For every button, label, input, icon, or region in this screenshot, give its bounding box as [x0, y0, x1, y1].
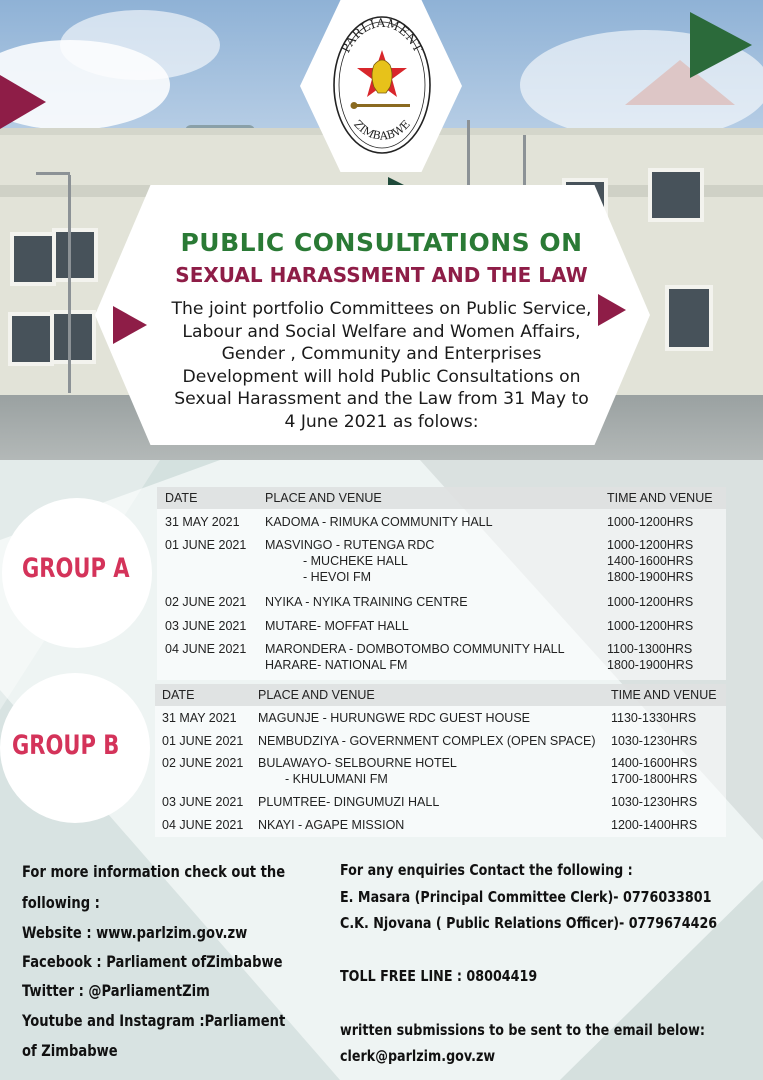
header-time: TIME AND VENUE — [611, 688, 717, 702]
bird-icon — [372, 60, 392, 93]
mace-head-icon — [351, 102, 358, 109]
intro-line: Development will hold Public Consultations on — [182, 366, 581, 387]
row-date: 31 MAY 2021 — [165, 515, 240, 529]
triangle-decoration — [0, 75, 46, 129]
group-b-label: GROUP B — [12, 730, 120, 761]
row-place: MASVINGO - RUTENGA RDC — [265, 538, 435, 552]
row-place: MUTARE- MOFFAT HALL — [265, 619, 409, 633]
youtube-instagram-link[interactable]: of Zimbabwe — [22, 1041, 118, 1060]
lamp-arm — [36, 172, 70, 175]
header-time: TIME AND VENUE — [607, 491, 713, 505]
group-a-table — [157, 487, 726, 680]
enquiries-heading: For any enquiries Contact the following : — [340, 861, 633, 879]
contact-pro: C.K. Njovana ( Public Relations Officer)- 0779674426 — [340, 914, 718, 932]
info-heading: For more information check out the — [22, 862, 286, 881]
twitter-link[interactable]: Twitter : @ParliamentZim — [22, 981, 210, 1000]
page-subtitle: SEXUAL HARASSMENT AND THE LAW — [175, 263, 588, 287]
row-date: 02 JUNE 2021 — [165, 595, 247, 609]
window — [50, 310, 96, 364]
header-place: PLACE AND VENUE — [265, 491, 382, 505]
row-date: 01 JUNE 2021 — [165, 538, 247, 552]
row-time: 1130-1330HRS — [611, 711, 697, 725]
cloud — [60, 10, 220, 80]
row-time: 1200-1400HRS — [611, 818, 698, 832]
window — [648, 168, 704, 222]
row-place: - MUCHEKE HALL — [303, 554, 408, 568]
row-place: NEMBUDZIYA - GOVERNMENT COMPLEX (OPEN SPACE) — [258, 734, 596, 748]
row-date: 04 JUNE 2021 — [162, 818, 244, 832]
row-date: 01 JUNE 2021 — [162, 734, 244, 748]
header-place: PLACE AND VENUE — [258, 688, 375, 702]
row-time: 1400-1600HRS — [607, 554, 694, 568]
row-place: NKAYI - AGAPE MISSION — [258, 818, 405, 832]
row-time: 1400-1600HRS — [611, 756, 698, 770]
website-link[interactable]: Website : www.parlzim.gov.zw — [22, 923, 248, 942]
parliament-logo — [330, 10, 434, 160]
email-link[interactable]: clerk@parlzim.gov.zw — [340, 1047, 496, 1065]
mace-icon — [354, 104, 410, 107]
row-time: 1100-1300HRS — [607, 642, 693, 656]
row-time: 1700-1800HRS — [611, 772, 698, 786]
window — [665, 285, 713, 351]
row-time: 1000-1200HRS — [607, 538, 694, 552]
logo-bottom-text: ZIMBABWE — [351, 117, 413, 143]
row-time: 1000-1200HRS — [607, 619, 694, 633]
row-time: 1000-1200HRS — [607, 515, 694, 529]
page-title: PUBLIC CONSULTATIONS ON — [180, 228, 583, 257]
row-date: 03 JUNE 2021 — [162, 795, 244, 809]
intro-line: Labour and Social Welfare and Women Affairs, — [182, 321, 581, 342]
row-place: - KHULUMANI FM — [285, 772, 388, 786]
row-place: PLUMTREE- DINGUMUZI HALL — [258, 795, 440, 809]
row-date: 04 JUNE 2021 — [165, 642, 247, 656]
youtube-instagram-link[interactable]: Youtube and Instagram :Parliament — [22, 1011, 286, 1030]
row-place: - HEVOI FM — [303, 570, 372, 584]
contact-clerk: E. Masara (Principal Committee Clerk)- 0776033801 — [340, 888, 712, 906]
group-a-label: GROUP A — [22, 553, 130, 584]
row-date: 31 MAY 2021 — [162, 711, 237, 725]
row-time: 1000-1200HRS — [607, 595, 694, 609]
row-time: 1030-1230HRS — [611, 795, 698, 809]
intro-line: Sexual Harassment and the Law from 31 May to — [174, 389, 589, 409]
logo-top-text: PARLIAMENT — [338, 15, 426, 55]
row-place: HARARE- NATIONAL FM — [265, 658, 408, 672]
intro-line: Gender , Community and Enterprises — [221, 344, 542, 364]
header-date: DATE — [162, 688, 195, 702]
intro-line: 4 June 2021 as folows: — [284, 411, 479, 432]
intro-line: The joint portfolio Committees on Public Service, — [171, 299, 592, 319]
row-place: KADOMA - RIMUKA COMMUNITY HALL — [265, 515, 493, 529]
row-place: MAGUNJE - HURUNGWE RDC GUEST HOUSE — [258, 711, 531, 725]
row-date: 02 JUNE 2021 — [162, 756, 244, 770]
group-b-table — [155, 684, 726, 837]
row-place: NYIKA - NYIKA TRAINING CENTRE — [265, 595, 468, 609]
row-date: 03 JUNE 2021 — [165, 619, 247, 633]
row-time: 1800-1900HRS — [607, 658, 694, 672]
toll-free-line: TOLL FREE LINE : 08004419 — [340, 967, 538, 985]
submissions-note: written submissions to be sent to the email below: — [340, 1021, 705, 1039]
facebook-link[interactable]: Facebook : Parliament ofZimbabwe — [22, 952, 283, 971]
window — [8, 312, 54, 366]
row-place: MARONDERA - DOMBOTOMBO COMMUNITY HALL — [265, 642, 565, 656]
info-heading: following : — [22, 893, 100, 912]
triangle-decoration — [690, 12, 752, 78]
row-place: BULAWAYO- SELBOURNE HOTEL — [258, 756, 457, 770]
row-time: 1030-1230HRS — [611, 734, 698, 748]
row-time: 1800-1900HRS — [607, 570, 694, 584]
header-date: DATE — [165, 491, 198, 505]
intro-paragraph — [140, 298, 623, 433]
